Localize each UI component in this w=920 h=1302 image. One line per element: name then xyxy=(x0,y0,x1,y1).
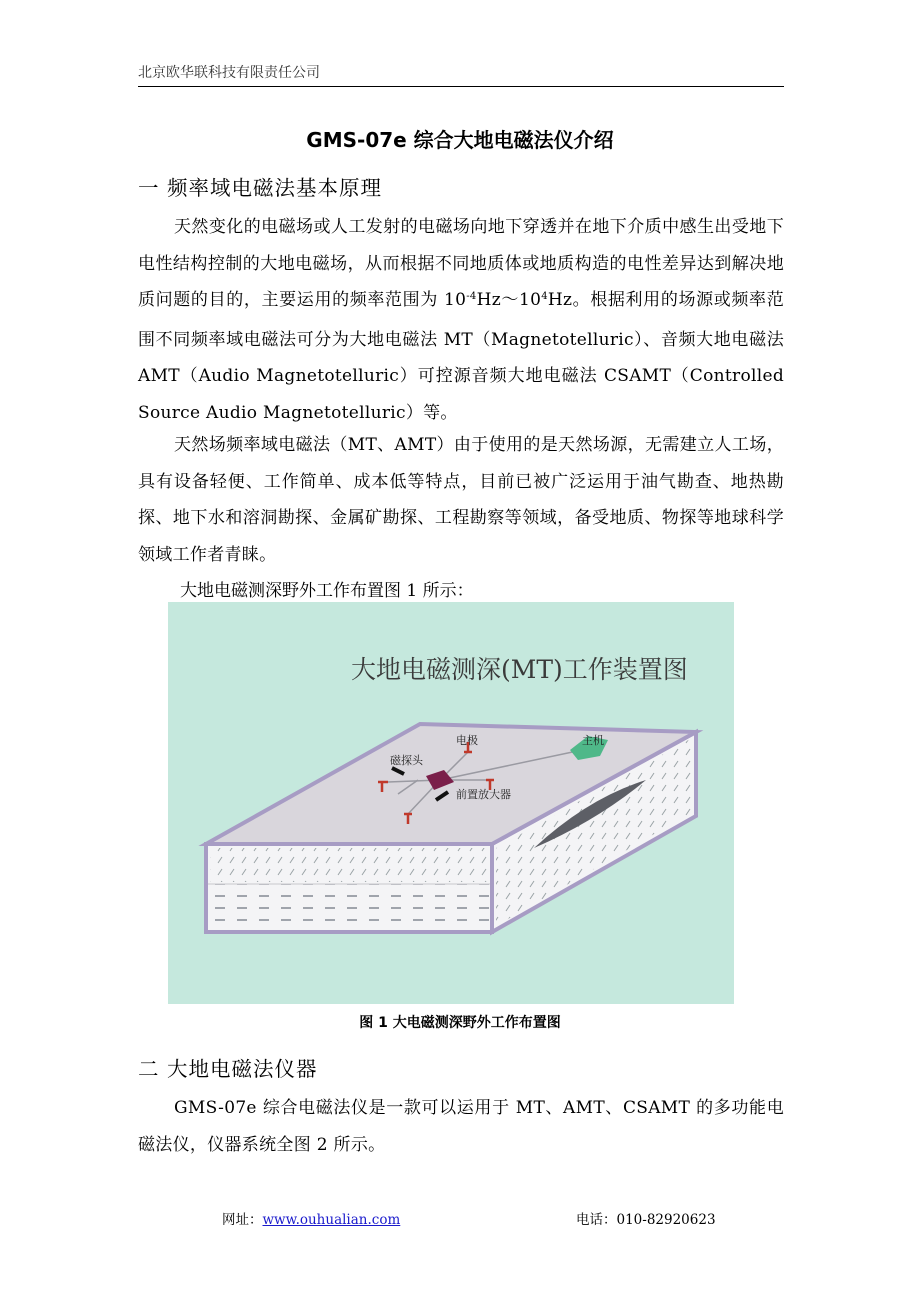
label-magnetic-probe: 磁探头 xyxy=(390,754,423,767)
section-1-heading: 一 频率域电磁法基本原理 xyxy=(138,176,383,200)
website-link[interactable]: www.ouhualian.com xyxy=(262,1212,401,1228)
section-2-heading: 二 大地电磁法仪器 xyxy=(138,1057,318,1081)
mt-diagram xyxy=(168,602,734,1004)
section-1-paragraph-2: 天然场频率域电磁法（MT、AMT）由于使用的是天然场源，无需建立人工场，具有设备轻便、工作简单、成本低等特点，目前已被广泛运用于油气勘查、地热勘探、地下水和溶洞勘探、金属矿勘探、工程勘察等领域，备受地质、物探等地球科学领域工作者青睐。 xyxy=(138,435,784,565)
figure-caption: 图 1 大电磁测深野外工作布置图 xyxy=(359,1015,561,1031)
figure-intro-line: 大地电磁测深野外工作布置图 1 所示： xyxy=(180,581,474,601)
label-preamp: 前置放大器 xyxy=(456,788,511,801)
header-divider xyxy=(138,86,784,87)
section-1-paragraph-1: 天然变化的电磁场或人工发射的电磁场向地下穿透并在地下介质中感生出受地下电性结构控制的大地电磁场，从而根据不同地质体或地质构造的电性差异达到解决地质问题的目的，主要运用的频率范围为 $10^{-4}Hz\sim 10^4Hz$。根据利用的场源或频率范围不同频率域电磁法可分为大地电磁法 MT（Magnetotelluric）、音频大地电磁法 AMT（Audio Magnetotelluric）可控源音频大地电磁法 CSAMT（Controlled Source Audio Magnetotelluric）等。 xyxy=(138,217,784,423)
footer-website: 网址：www.ouhualian.com xyxy=(222,1212,401,1228)
label-host: 主机 xyxy=(582,734,604,747)
figure-mt-layout xyxy=(168,602,734,1004)
page-header-company: 北京欧华联科技有限责任公司 xyxy=(138,65,320,81)
section-2-paragraph-1: GMS-07e 综合电磁法仪是一款可以运用于 MT、AMT、CSAMT 的多功能电磁法仪，仪器系统全图 2 所示。 xyxy=(138,1098,784,1155)
document-title: GMS-07e 综合大地电磁法仪介绍 xyxy=(306,128,614,152)
footer-phone: 电话：010-82920623 xyxy=(576,1212,716,1228)
figure-title: 大地电磁测深(MT)工作装置图 xyxy=(351,655,688,684)
label-electrode: 电极 xyxy=(456,734,478,747)
